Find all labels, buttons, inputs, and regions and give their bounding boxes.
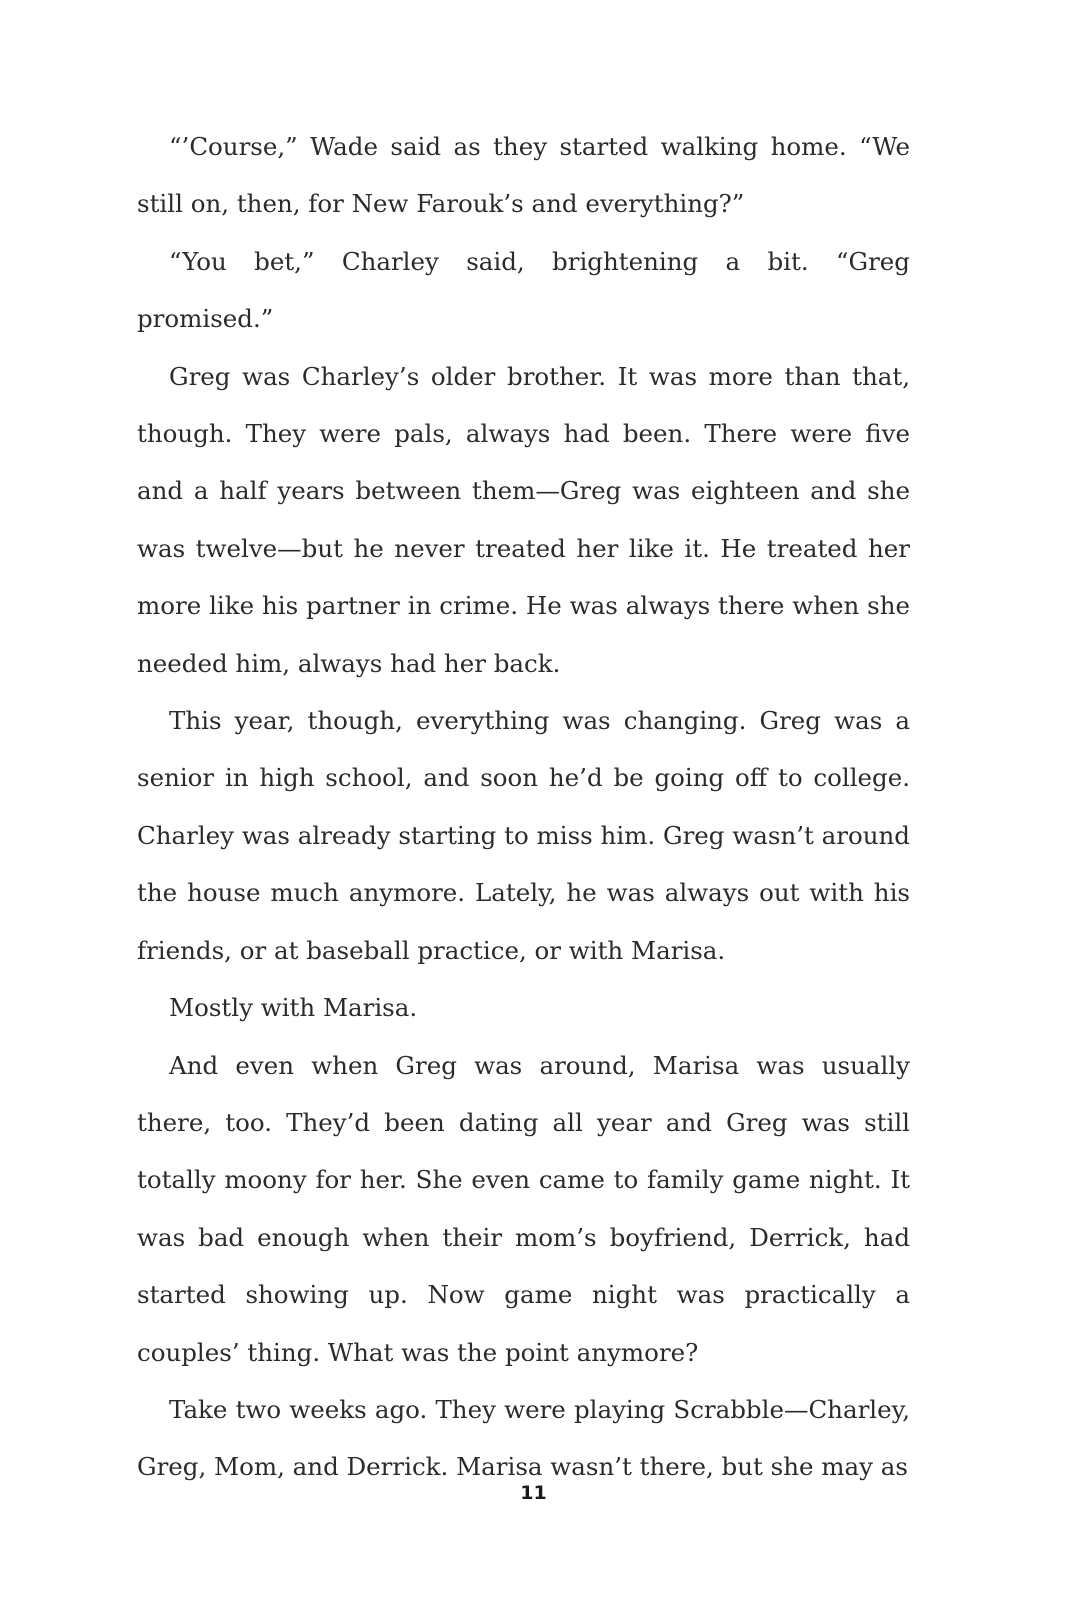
paragraph-4: This year, though, everything was changing. Greg was a senior in high school, and soon he’d be going off to college. Charley was already starting to miss him. Greg wasn’t around the house much anymore. Lately, he was always out with his friends, or at baseball practice, or with Marisa. — [137, 706, 910, 965]
body-text — [137, 118, 910, 1496]
paragraph-6: And even when Greg was around, Marisa was usually there, too. They’d been dating all year and Greg was still totally moony for her. She even came to family game night. It was bad enough when their mom’s boyfriend, Derrick, had started showing up. Now game night was practically a couples’ thing. What was the point anymore? — [137, 1050, 910, 1367]
paragraph-5: Mostly with Marisa. — [169, 993, 418, 1023]
page-number: 11 — [520, 1482, 547, 1504]
paragraph-3: Greg was Charley’s older brother. It was more than that, though. They were pals, always had been. There were five and a half years between them—Greg was eighteen and she was twelve—but he never treated her like it. He treated her more like his partner in crime. He was always there when she needed him, always had her back. — [137, 361, 910, 678]
paragraph-1: “’Course,” Wade said as they started walking home. “We still on, then, for New Farouk’s and everything?” — [137, 132, 910, 219]
paragraph-7: Take two weeks ago. They were playing Scrabble—Charley, Greg, Mom, and Derrick. Marisa wasn’t there, but she may as — [137, 1394, 910, 1482]
paragraph-2: “You bet,” Charley said, brightening a bit. “Greg promised.” — [137, 246, 910, 334]
